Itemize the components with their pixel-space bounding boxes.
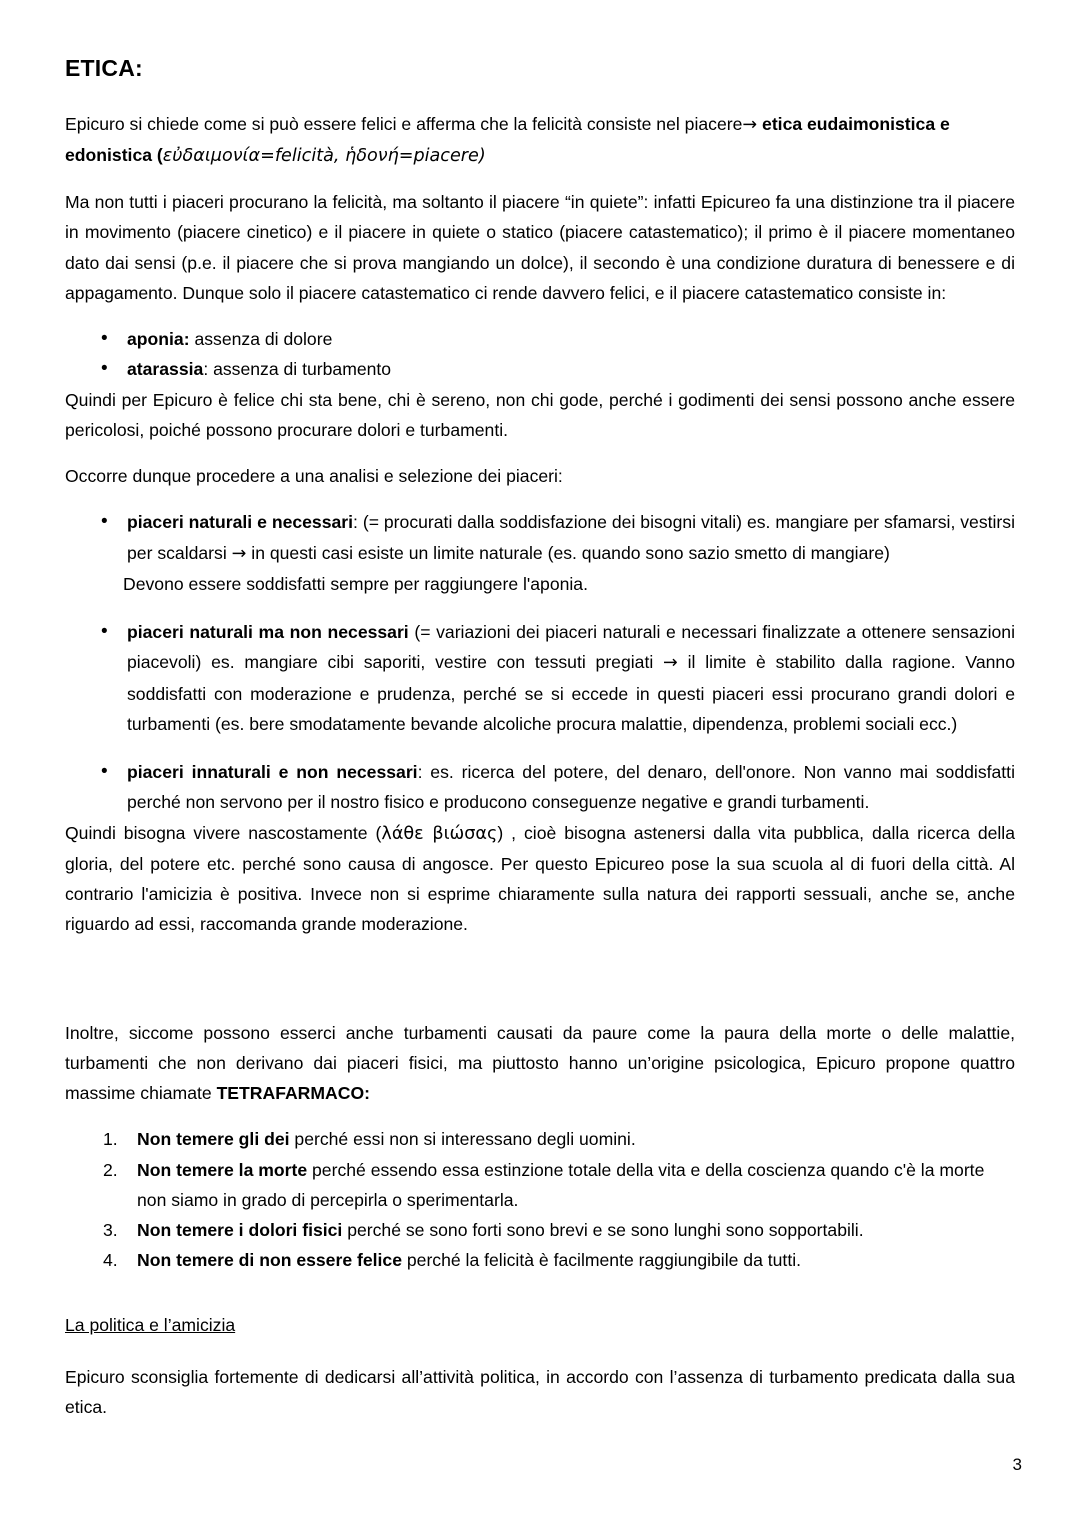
nascostamente-text-a: Quindi bisogna vivere nascostamente ( [65, 822, 382, 843]
list-item [65, 617, 1015, 739]
list-item-term: piaceri innaturali e non necessari [127, 762, 418, 783]
section-spacer [65, 1276, 1015, 1310]
tetrafarmaco-list [65, 1124, 1015, 1275]
paragraph-vivere-nascostamente [65, 818, 1015, 940]
page-number: 3 [1012, 1455, 1022, 1474]
list-item-term: piaceri naturali e necessari [127, 512, 354, 533]
list-item-text-cont: in questi casi esiste un limite naturale (es. quando sono sazio smetto di mangiare) [246, 542, 890, 563]
list-item [65, 1215, 1015, 1245]
intro-plain-text: Epicuro si chiede come si può essere felici e afferma che la felicità consiste nel piacere [65, 113, 743, 134]
list-item-text: (= variazioni dei piaceri naturali e necessari finalizzate a ottenere sensazioni piacevoli) es. mangiare cibi saporiti, vestire con tessuti pregiati [127, 622, 1016, 673]
list-item [65, 757, 1015, 818]
intro-greek-text: εὐδαιμονία=felicità, ἡδονή=piacere) [162, 145, 486, 166]
paragraph-occorre-analisi: Occorre dunque procedere a una analisi e selezione dei piaceri: [65, 466, 563, 487]
list-item [65, 1124, 1015, 1154]
list-item-term: aponia: [127, 329, 190, 350]
nascostamente-text-b: ) , cioè bisogna astenersi dalla vita pubblica, dalla ricerca della gloria, del potere etc. perché sono causa di angosce. Per questo Epicureo pose la sua scuola al di fuori della città. Al contrario l'amicizia è positiva. Invece non si esprime chiaramente sulla natura dei rapporti sessuali, anche se, anche riguardo ad essi, raccomanda grande moderazione. [65, 822, 1015, 935]
paragraph-inoltre-turbamenti [65, 1018, 1015, 1109]
list-item-text: perché essi non si interessano degli uomini. [289, 1129, 636, 1150]
section-spacer [65, 956, 1015, 1018]
paragraph-quindi-epicuro: Quindi per Epicuro è felice chi sta bene, chi è sereno, non chi gode, perché i godimenti dei sensi possono anche essere pericolosi, poiché possono procurare dolori e turbamenti. [65, 389, 1015, 440]
list-item-term: Non temere gli dei [137, 1129, 290, 1150]
list-item-text: : es. ricerca del potere, del denaro, dell'onore. Non vanno mai soddisfatti perché non servono per il nostro fisico e producono conseguenze negative e grandi turbamenti. [127, 762, 1015, 813]
inoltre-text: Inoltre, siccome possono esserci anche turbamenti causati da paure come la paura della morte o delle malattie, turbamenti che non derivano dai piaceri fisici, ma piuttosto hanno un’origine psicologica, Epicuro propone quattro massime chiamate [65, 1022, 1015, 1104]
right-arrow-icon: → [663, 653, 678, 674]
page-title: ETICA: [65, 55, 143, 81]
right-arrow-icon: → [742, 114, 758, 135]
list-item-text: perché la felicità è facilmente raggiungibile da tutti. [401, 1250, 802, 1271]
tetrafarmaco-label: TETRAFARMACO: [216, 1083, 371, 1104]
list-item-term: atarassia [127, 359, 204, 380]
list-item-subline: Devono essere soddisfatti sempre per raggiungere l'aponia. [123, 573, 588, 594]
paragraph-politica: Epicuro sconsiglia fortemente di dedicarsi all’attività politica, in accordo con l’assenza di turbamento predicata dalla sua etica. [65, 1366, 1015, 1418]
list-item-term: Non temere di non essere felice [137, 1250, 402, 1271]
list-item-term: piaceri naturali ma non necessari [127, 622, 409, 643]
list-item [65, 507, 1015, 599]
list-item [65, 1245, 1015, 1275]
document-content [65, 55, 1015, 1422]
list-item-text: perché essendo essa estinzione totale della vita e della coscienza quando c'è la morte non siamo in grado di percepirla o sperimentarla. [137, 1159, 985, 1210]
list-item-term: Non temere i dolori fisici [137, 1220, 343, 1241]
list-item-text: : assenza di turbamento [203, 359, 392, 380]
list-item-term: Non temere la morte [137, 1159, 308, 1180]
list-item [65, 1155, 1015, 1216]
right-arrow-icon: → [231, 543, 247, 564]
list-item [65, 324, 1015, 354]
intro-bold-text: etica eudaimonistica e edonistica ( [65, 113, 950, 165]
intro-paragraph [65, 109, 1015, 172]
list-item-text-cont: il limite è stabilito dalla ragione. Vanno soddisfatti con moderazione e prudenza, perché se si eccede in questi piaceri essi procurano grandi dolori e turbamenti (es. bere smodatamente bevande alcoliche procura malattie, dipendenza, problemi sociali ecc.) [127, 652, 1015, 734]
section-heading-politica: La politica e l’amicizia [65, 1314, 236, 1335]
piaceri-list [65, 507, 1015, 817]
list-item-text: : (= procurati dalla soddisfazione dei bisogni vitali) es. mangiare per sfamarsi, vestirsi per scaldarsi [127, 512, 1015, 563]
list-item [65, 354, 1015, 384]
catastematico-list [65, 324, 1015, 385]
paragraph-piacere-in-quiete: Ma non tutti i piaceri procurano la felicità, ma soltanto il piacere “in quiete”: infatti Epicureo fa una distinzione tra il piacere in movimento (piacere cinetico) e il piacere in quiete o statico (piacere catastematico); il primo è il piacere momentaneo dato dai sensi (p.e. il piacere che si prova mangiando un dolce), il secondo è una condizione duratura di benessere e di appagamento. Dunque solo il piacere catastematico ci rende davvero felici, e il piacere catastematico consiste in: [65, 192, 1015, 303]
list-item-text: perché se sono forti sono brevi e se sono lunghi sono sopportabili. [342, 1220, 864, 1241]
list-item-text: assenza di dolore [189, 329, 333, 350]
greek-lathe-biosas: λάθε βιώσας [381, 823, 498, 844]
